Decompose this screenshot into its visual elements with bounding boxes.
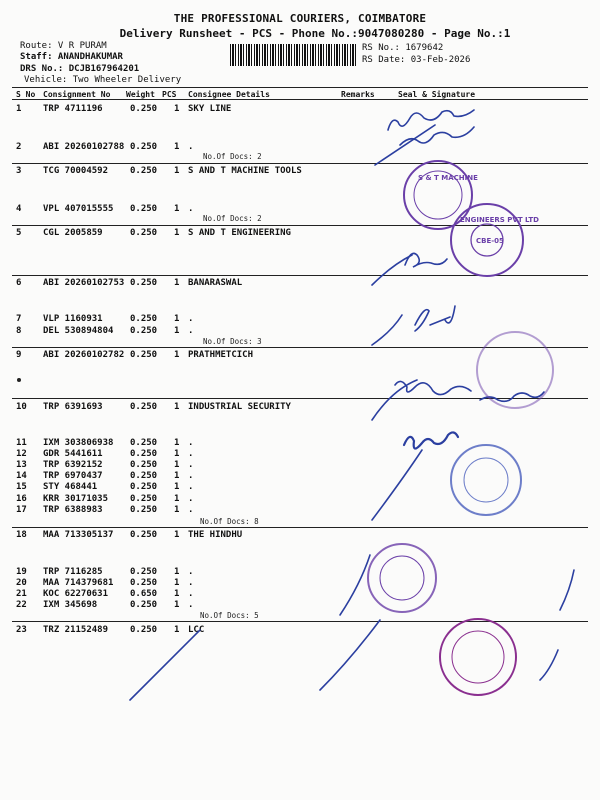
docs-note: No.Of Docs: 5 — [200, 611, 259, 620]
row-consignee: . — [188, 578, 194, 588]
row-consignee: S AND T MACHINE TOOLS — [188, 166, 302, 176]
row-consignee: . — [188, 471, 194, 481]
row-weight: 0.250 — [130, 482, 158, 492]
row-sno: 23 — [16, 625, 27, 635]
tick-5 — [372, 450, 422, 520]
row-consignee: BANARASWAL — [188, 278, 243, 288]
staff-label: Staff: ANANDHAKUMAR — [20, 52, 123, 62]
row-consignment: TRP 6388983 — [43, 505, 103, 515]
row-consignment: DEL 530894804 — [43, 326, 114, 336]
row-consignment: TRZ 21152489 — [43, 625, 109, 635]
row-pcs: 1 — [174, 326, 180, 336]
tick-10 — [540, 650, 558, 680]
rs-date: RS Date: 03-Feb-2026 — [362, 55, 471, 65]
row-weight: 0.250 — [130, 449, 158, 459]
row-consignee: . — [188, 482, 194, 492]
row-weight: 0.250 — [130, 625, 158, 635]
row-sno: 6 — [16, 278, 22, 288]
tick-6 — [340, 555, 370, 615]
row-consignment: KOC 62270631 — [43, 589, 109, 599]
tick-2 — [372, 255, 412, 285]
row-consignment: TRP 6970437 — [43, 471, 103, 481]
row-consignee: . — [188, 438, 194, 448]
stamp-autographic — [477, 332, 553, 408]
row-pcs: 1 — [174, 471, 180, 481]
stamp-circle-blue — [451, 445, 521, 515]
row-weight: 0.250 — [130, 228, 158, 238]
stamp-purple — [368, 544, 436, 612]
row-sno: 14 — [16, 471, 27, 481]
row-sno: 20 — [16, 578, 27, 588]
row-weight: 0.250 — [130, 438, 158, 448]
signature-1b — [400, 127, 474, 145]
row-pcs: 1 — [174, 278, 180, 288]
row-consignment: IXM 303806938 — [43, 438, 114, 448]
row-pcs: 1 — [174, 166, 180, 176]
row-sno: 22 — [16, 600, 27, 610]
col-sno: S No — [16, 90, 36, 99]
row-weight: 0.250 — [130, 104, 158, 114]
col-consignment: Consignment No — [43, 90, 111, 99]
row-consignment: TRP 4711196 — [43, 104, 103, 114]
row-pcs: 1 — [174, 600, 180, 610]
company-title: THE PROFESSIONAL COURIERS, COIMBATORE — [173, 12, 427, 25]
stamp-text-s-and-t: S & T MACHINE — [418, 174, 478, 182]
row-consignee: . — [188, 600, 194, 610]
row-consignment: VLP 1160931 — [43, 314, 103, 324]
signature-3 — [415, 306, 455, 331]
row-sno: 19 — [16, 567, 27, 577]
row-consignee: THE HINDHU — [188, 530, 243, 540]
row-pcs: 1 — [174, 228, 180, 238]
row-sno: 18 — [16, 530, 27, 540]
vehicle-label: Vehicle: Two Wheeler Delivery — [24, 75, 182, 85]
row-consignment: ABI 20260102788 — [43, 142, 125, 152]
row-sno: 16 — [16, 494, 27, 504]
row-sno: 8 — [16, 326, 22, 336]
row-consignee: PRATHMETCICH — [188, 350, 254, 360]
row-weight: 0.250 — [130, 166, 158, 176]
row-consignment: IXM 345698 — [43, 600, 98, 610]
row-weight: 0.250 — [130, 204, 158, 214]
stamp-text-cbe: CBE-05 — [476, 237, 504, 245]
row-pcs: 1 — [174, 104, 180, 114]
row-weight: 0.650 — [130, 589, 158, 599]
route-label: Route: V R PURAM — [20, 41, 107, 51]
row-consignee: . — [188, 505, 194, 515]
row-consignee: . — [188, 449, 194, 459]
row-consignment: MAA 714379681 — [43, 578, 114, 588]
row-pcs: 1 — [174, 438, 180, 448]
row-sno: 7 — [16, 314, 22, 324]
row-pcs: 1 — [174, 578, 180, 588]
tick-3 — [372, 315, 402, 345]
row-pcs: 1 — [174, 505, 180, 515]
row-sno: 17 — [16, 505, 27, 515]
row-consignee: INDUSTRIAL SECURITY — [188, 402, 291, 412]
row-weight: 0.250 — [130, 567, 158, 577]
row-weight: 0.250 — [130, 402, 158, 412]
row-consignee: . — [188, 589, 194, 599]
row-pcs: 1 — [174, 494, 180, 504]
row-consignee: S AND T ENGINEERING — [188, 228, 291, 238]
row-consignee: . — [188, 314, 194, 324]
row-pcs: 1 — [174, 449, 180, 459]
row-sno: 4 — [16, 204, 22, 214]
row-pcs: 1 — [174, 314, 180, 324]
row-weight: 0.250 — [130, 578, 158, 588]
row-consignee: . — [188, 326, 194, 336]
row-weight: 0.250 — [130, 600, 158, 610]
row-weight: 0.250 — [130, 505, 158, 515]
rs-number: RS No.: 1679642 — [362, 43, 444, 53]
row-consignee: . — [188, 494, 194, 504]
row-consignment: KRR 30171035 — [43, 494, 109, 504]
col-seal: Seal & Signature — [398, 90, 476, 99]
col-remarks: Remarks — [341, 90, 375, 99]
row-consignment: TRP 6391693 — [43, 402, 103, 412]
row-sno: 21 — [16, 589, 27, 599]
tick-8 — [130, 630, 200, 700]
row-consignment: CGL 2005859 — [43, 228, 103, 238]
col-consignee: Consignee Details — [188, 90, 270, 99]
row-weight: 0.250 — [130, 494, 158, 504]
row-weight: 0.250 — [130, 530, 158, 540]
stamp-text-engineers: ENGINEERS PVT LTD — [460, 216, 539, 224]
row-sno: 15 — [16, 482, 27, 492]
row-consignment: ABI 20260102782 — [43, 350, 125, 360]
row-consignee: . — [188, 567, 194, 577]
row-sno: 3 — [16, 166, 22, 176]
row-consignee: SKY LINE — [188, 104, 232, 114]
row-sno: 5 — [16, 228, 22, 238]
row-pcs: 1 — [174, 482, 180, 492]
row-sno: 12 — [16, 449, 27, 459]
row-consignment: TCG 70004592 — [43, 166, 109, 176]
row-pcs: 1 — [174, 460, 180, 470]
row-pcs: 1 — [174, 204, 180, 214]
drs-label: DRS No.: DCJB167964201 — [20, 64, 140, 74]
row-weight: 0.250 — [130, 278, 158, 288]
row-consignment: MAA 713305137 — [43, 530, 114, 540]
row-consignment: VPL 407015555 — [43, 204, 114, 214]
row-sno: 1 — [16, 104, 22, 114]
row-consignment: ABI 20260102753 — [43, 278, 125, 288]
tick-9 — [320, 620, 380, 690]
docs-note: No.Of Docs: 2 — [203, 214, 262, 223]
row-weight: 0.250 — [130, 314, 158, 324]
row-consignee: . — [188, 204, 194, 214]
row-pcs: 1 — [174, 625, 180, 635]
docs-note: No.Of Docs: 3 — [203, 337, 262, 346]
signature-4b — [480, 392, 544, 401]
row-pcs: 1 — [174, 530, 180, 540]
row-weight: 0.250 — [130, 471, 158, 481]
row-sno: 11 — [16, 438, 27, 448]
stamp-chakradhara — [440, 619, 516, 695]
docs-note: No.Of Docs: 2 — [203, 152, 262, 161]
tick-7 — [560, 570, 574, 610]
row-consignee: . — [188, 142, 194, 152]
row-weight: 0.250 — [130, 142, 158, 152]
row-consignee: LCC — [188, 625, 205, 635]
row-sno: 2 — [16, 142, 22, 152]
row-consignee: . — [188, 460, 194, 470]
col-pcs: PCS — [162, 90, 177, 99]
col-weight: Weight — [126, 90, 155, 99]
row-pcs: 1 — [174, 567, 180, 577]
row-pcs: 1 — [174, 589, 180, 599]
tick-4 — [372, 380, 417, 420]
docs-note: No.Of Docs: 8 — [200, 517, 259, 526]
row-pcs: 1 — [174, 350, 180, 360]
row-sno: 13 — [16, 460, 27, 470]
row-consignment: TRP 7116285 — [43, 567, 103, 577]
signature-4 — [395, 381, 471, 394]
row-weight: 0.250 — [130, 460, 158, 470]
row-sno: 10 — [16, 402, 27, 412]
runsheet-subtitle: Delivery Runsheet - PCS - Phone No.:9047080280 - Page No.:1 — [119, 27, 511, 40]
row-consignment: TRP 6392152 — [43, 460, 103, 470]
row-pcs: 1 — [174, 142, 180, 152]
row-pcs: 1 — [174, 402, 180, 412]
tick-1 — [375, 125, 435, 165]
row-consignment: STY 468441 — [43, 482, 98, 492]
row-consignment: GDR 5441611 — [43, 449, 103, 459]
row-weight: 0.250 — [130, 326, 158, 336]
signature-5 — [404, 432, 458, 448]
row-sno: 9 — [16, 350, 22, 360]
row-weight: 0.250 — [130, 350, 158, 360]
